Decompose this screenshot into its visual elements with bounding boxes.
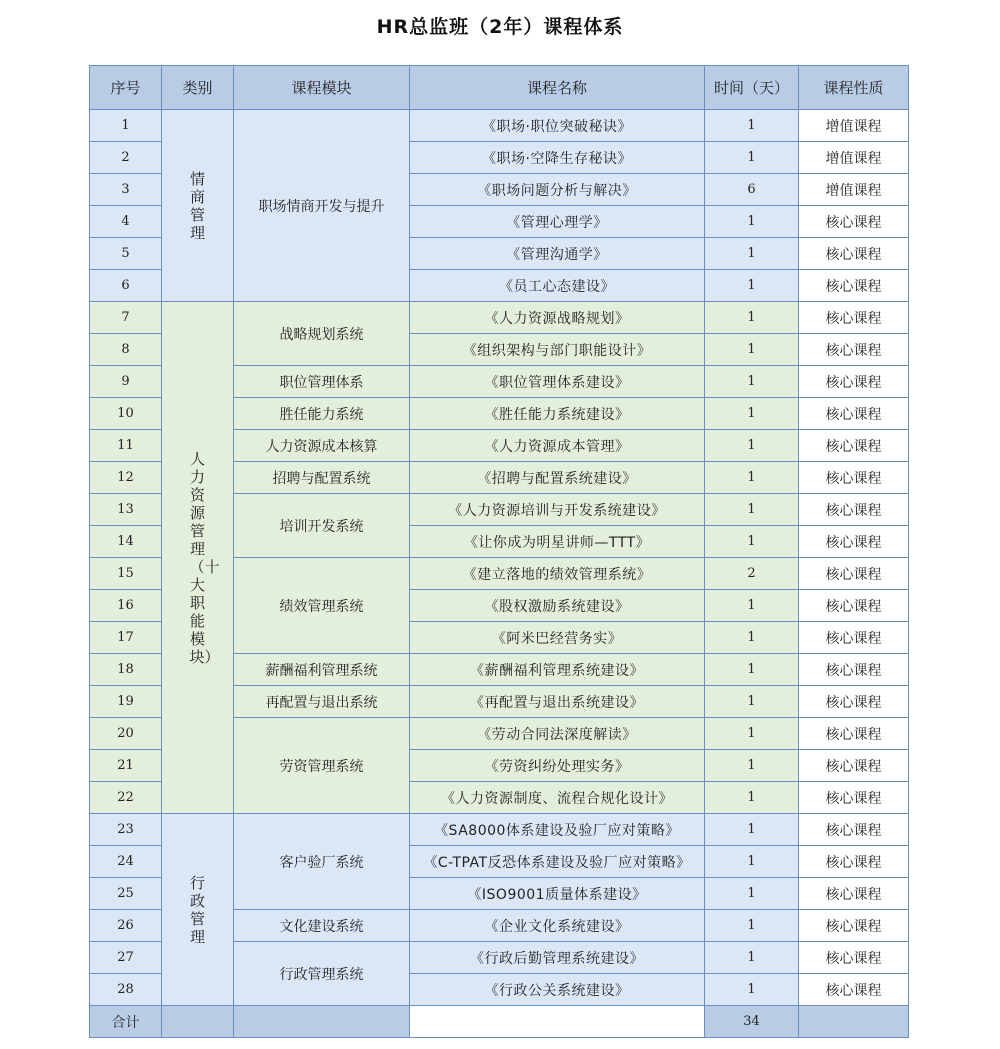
course-type: 核心课程	[799, 910, 909, 942]
course-type: 核心课程	[799, 430, 909, 462]
module-cell: 绩效管理系统	[234, 558, 410, 654]
course-type: 核心课程	[799, 750, 909, 782]
course-days: 1	[705, 302, 799, 334]
course-type: 核心课程	[799, 686, 909, 718]
row-no: 17	[90, 622, 162, 654]
module-cell: 职位管理体系	[234, 366, 410, 398]
module-cell: 文化建设系统	[234, 910, 410, 942]
course-days: 1	[705, 974, 799, 1006]
course-type: 核心课程	[799, 814, 909, 846]
course-name: 《劳资纠纷处理实务》	[410, 750, 705, 782]
header-course-name: 课程名称	[410, 66, 705, 110]
module-cell: 客户验厂系统	[234, 814, 410, 910]
course-days: 1	[705, 494, 799, 526]
module-cell: 招聘与配置系统	[234, 462, 410, 494]
row-no: 18	[90, 654, 162, 686]
course-name: 《胜任能力系统建设》	[410, 398, 705, 430]
row-no: 27	[90, 942, 162, 974]
course-days: 1	[705, 110, 799, 142]
total-empty-cell	[162, 1006, 234, 1038]
course-days: 1	[705, 942, 799, 974]
course-name: 《建立落地的绩效管理系统》	[410, 558, 705, 590]
module-cell: 薪酬福利管理系统	[234, 654, 410, 686]
course-days: 1	[705, 462, 799, 494]
course-type: 增值课程	[799, 174, 909, 206]
table-row	[90, 110, 909, 142]
row-no: 8	[90, 334, 162, 366]
course-name: 《企业文化系统建设》	[410, 910, 705, 942]
total-empty-cell	[799, 1006, 909, 1038]
header-category: 类别	[162, 66, 234, 110]
course-days: 1	[705, 814, 799, 846]
total-label: 合计	[90, 1006, 162, 1038]
course-name: 《行政公关系统建设》	[410, 974, 705, 1006]
course-name: 《人力资源成本管理》	[410, 430, 705, 462]
course-type: 核心课程	[799, 238, 909, 270]
course-name: 《招聘与配置系统建设》	[410, 462, 705, 494]
course-days: 1	[705, 526, 799, 558]
category-label: 人力资源管理（十大职能模块）	[189, 449, 220, 666]
course-type: 核心课程	[799, 558, 909, 590]
row-no: 21	[90, 750, 162, 782]
course-days: 1	[705, 142, 799, 174]
header-no: 序号	[90, 66, 162, 110]
row-no: 6	[90, 270, 162, 302]
course-days: 1	[705, 334, 799, 366]
module-cell: 战略规划系统	[234, 302, 410, 366]
course-days: 1	[705, 782, 799, 814]
row-no: 1	[90, 110, 162, 142]
course-type: 核心课程	[799, 942, 909, 974]
row-no: 23	[90, 814, 162, 846]
course-type: 核心课程	[799, 782, 909, 814]
total-empty-cell	[234, 1006, 410, 1038]
course-type: 增值课程	[799, 142, 909, 174]
row-no: 24	[90, 846, 162, 878]
course-type: 核心课程	[799, 206, 909, 238]
course-type: 增值课程	[799, 110, 909, 142]
course-type: 核心课程	[799, 334, 909, 366]
course-name: 《职场·空降生存秘诀》	[410, 142, 705, 174]
course-days: 1	[705, 590, 799, 622]
course-table	[89, 65, 909, 1038]
row-no: 28	[90, 974, 162, 1006]
course-type: 核心课程	[799, 590, 909, 622]
module-cell: 职场情商开发与提升	[234, 110, 410, 302]
row-no: 19	[90, 686, 162, 718]
course-days: 1	[705, 430, 799, 462]
course-days: 1	[705, 654, 799, 686]
page-title: HR总监班（2年）课程体系	[376, 16, 624, 38]
row-no: 2	[90, 142, 162, 174]
row-no: 3	[90, 174, 162, 206]
course-days: 1	[705, 398, 799, 430]
category-cell	[162, 110, 234, 302]
total-empty-cell	[410, 1006, 705, 1038]
row-no: 20	[90, 718, 162, 750]
module-cell: 胜任能力系统	[234, 398, 410, 430]
course-name: 《职位管理体系建设》	[410, 366, 705, 398]
course-days: 1	[705, 718, 799, 750]
course-name: 《人力资源制度、流程合规化设计》	[410, 782, 705, 814]
course-name: 《人力资源培训与开发系统建设》	[410, 494, 705, 526]
course-days: 6	[705, 174, 799, 206]
course-type: 核心课程	[799, 654, 909, 686]
module-cell: 培训开发系统	[234, 494, 410, 558]
row-no: 7	[90, 302, 162, 334]
course-days: 1	[705, 878, 799, 910]
category-label: 行政管理	[189, 873, 205, 946]
course-name: 《员工心态建设》	[410, 270, 705, 302]
row-no: 26	[90, 910, 162, 942]
total-days: 34	[705, 1006, 799, 1038]
header-days: 时间（天）	[705, 66, 799, 110]
row-no: 10	[90, 398, 162, 430]
row-no: 5	[90, 238, 162, 270]
row-no: 4	[90, 206, 162, 238]
course-days: 1	[705, 750, 799, 782]
course-days: 1	[705, 846, 799, 878]
course-days: 1	[705, 270, 799, 302]
course-days: 1	[705, 206, 799, 238]
course-name: 《阿米巴经营务实》	[410, 622, 705, 654]
module-cell: 劳资管理系统	[234, 718, 410, 814]
module-cell: 行政管理系统	[234, 942, 410, 1006]
category-cell	[162, 302, 234, 814]
row-no: 25	[90, 878, 162, 910]
row-no: 15	[90, 558, 162, 590]
row-no: 12	[90, 462, 162, 494]
course-type: 核心课程	[799, 270, 909, 302]
module-cell: 再配置与退出系统	[234, 686, 410, 718]
course-name: 《组织架构与部门职能设计》	[410, 334, 705, 366]
row-no: 16	[90, 590, 162, 622]
header-course-type: 课程性质	[799, 66, 909, 110]
course-type: 核心课程	[799, 718, 909, 750]
course-name: 《股权激励系统建设》	[410, 590, 705, 622]
course-name: 《职场·职位突破秘诀》	[410, 110, 705, 142]
course-name: 《C-TPAT反恐体系建设及验厂应对策略》	[410, 846, 705, 878]
course-name: 《管理心理学》	[410, 206, 705, 238]
course-name: 《管理沟通学》	[410, 238, 705, 270]
course-name: 《ISO9001质量体系建设》	[410, 878, 705, 910]
course-name: 《再配置与退出系统建设》	[410, 686, 705, 718]
header-module: 课程模块	[234, 66, 410, 110]
course-type: 核心课程	[799, 526, 909, 558]
table-row	[90, 302, 909, 334]
row-no: 13	[90, 494, 162, 526]
course-name: 《让你成为明星讲师—TTT》	[410, 526, 705, 558]
table-header-row	[90, 66, 909, 110]
course-days: 1	[705, 366, 799, 398]
category-cell	[162, 814, 234, 1006]
row-no: 14	[90, 526, 162, 558]
course-type: 核心课程	[799, 398, 909, 430]
row-no: 22	[90, 782, 162, 814]
course-type: 核心课程	[799, 878, 909, 910]
course-days: 1	[705, 238, 799, 270]
course-type: 核心课程	[799, 622, 909, 654]
course-days: 1	[705, 622, 799, 654]
course-days: 2	[705, 558, 799, 590]
row-no: 11	[90, 430, 162, 462]
course-type: 核心课程	[799, 366, 909, 398]
course-name: 《劳动合同法深度解读》	[410, 718, 705, 750]
module-cell: 人力资源成本核算	[234, 430, 410, 462]
course-type: 核心课程	[799, 494, 909, 526]
course-name: 《行政后勤管理系统建设》	[410, 942, 705, 974]
course-type: 核心课程	[799, 462, 909, 494]
course-name: 《薪酬福利管理系统建设》	[410, 654, 705, 686]
row-no: 9	[90, 366, 162, 398]
course-type: 核心课程	[799, 974, 909, 1006]
course-days: 1	[705, 910, 799, 942]
course-name: 《职场问题分析与解决》	[410, 174, 705, 206]
course-type: 核心课程	[799, 846, 909, 878]
course-type: 核心课程	[799, 302, 909, 334]
course-name: 《SA8000体系建设及验厂应对策略》	[410, 814, 705, 846]
course-name: 《人力资源战略规划》	[410, 302, 705, 334]
table-row	[90, 814, 909, 846]
total-row	[90, 1006, 909, 1038]
category-label: 情商管理	[189, 169, 205, 242]
course-days: 1	[705, 686, 799, 718]
